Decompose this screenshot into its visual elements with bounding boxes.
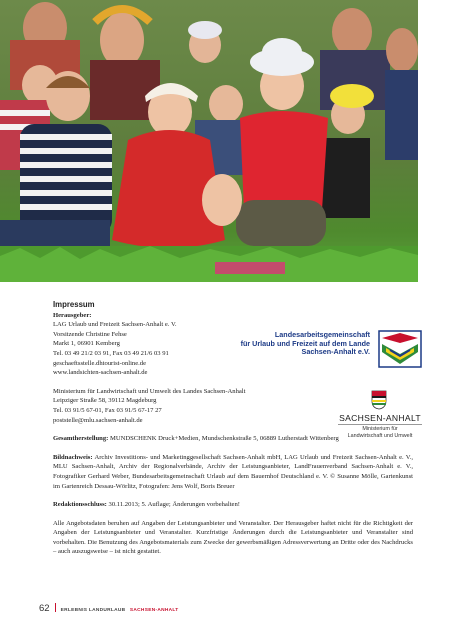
ministry-line: Ministerium für Landwirtschaft und Umwelt des Landes Sachsen-Anhalt xyxy=(53,387,246,395)
production-text: MUNDSCHENK Druck+Medien, Mundschenkstraße 5, 06889 Lutherstadt Wittenberg xyxy=(109,435,339,443)
editorial-deadline xyxy=(53,500,413,510)
footer-label: ERLEBNIS LANDURLAUB xyxy=(60,608,126,613)
publisher-website[interactable]: www.landsichten-sachsen-anhalt.de xyxy=(53,369,148,377)
disclaimer: Alle Angebotsdaten beruhen auf Angaben der Leistungsanbieter und Veranstalter. Der Herausgeber haftet nicht für die Richtigkeit der Angaben der Leistungsanbieter und Veranstalter. Kurzfristige Änderungen durch die Leistungsanbieter und Veranstalter sind vorbehalten. Die Benutzung des Angebotsmaterials zum Zwecke der gewerbsmäßigen Adressverwertung an Dritte oder des Nachdrucks – auch auszugsweise – ist nicht gestattet. xyxy=(53,519,413,556)
photo-credits-text: Archiv Investitions- und Marketinggesellschaft Sachsen-Anhalt mbH, LAG Urlaub und Freizeit Sachsen-Anhalt e. V., MLU Sachsen-Anhalt, Archiv der Regionalverbände, Archiv der Leistungsanbieter, LandFrauenverband Sachsen-Anhalt e. V., Fotografiker Gerhard Weber, Bundesarbeitsgemeinschaft Urlaub auf dem Bauernhof Deutschland e. V. © Susanne Mölle, Gartenkunst im Gartenreich Dessau-Wörlitz, Fotografen: Jens Wolf, Boris Breuer xyxy=(53,453,413,490)
page-footer xyxy=(39,598,179,616)
deadline-text: 30.11.2013; 5. Auflage; Änderungen vorbehalten! xyxy=(108,501,240,509)
production-label: Gesamtherstellung: xyxy=(53,435,109,443)
lag-logo-line: Landesarbeitsgemeinschaft xyxy=(274,330,370,339)
footer-divider xyxy=(55,603,56,612)
publisher-line: Tel. 03 49 21/2 03 91, Fax 03 49 21/6 03 91 xyxy=(53,349,169,357)
group-photo-children xyxy=(0,0,418,282)
publisher-line: Markt 1, 06901 Kemberg xyxy=(53,340,120,348)
footer-label-accent: SACHSEN-ANHALT xyxy=(129,608,179,613)
lag-logo-line: Sachsen-Anhalt e.V. xyxy=(301,347,370,357)
publisher-line: Vorsitzende Christine Fehse xyxy=(53,330,127,338)
ministry-line: Leipziger Straße 58, 39112 Magdeburg xyxy=(53,397,157,405)
ministry-logo-subline: Ministerium für xyxy=(362,426,398,432)
photo-credits-label: Bildnachweis: xyxy=(53,453,93,461)
publisher-label: Herausgeber: xyxy=(53,311,92,319)
page-number: 62 xyxy=(39,603,50,614)
lag-logo-line: für Urlaub und Freizeit auf dem Lande xyxy=(240,338,370,348)
imprint-section xyxy=(53,300,413,557)
ministry-email[interactable]: poststelle@mlu.sachsen-anhalt.de xyxy=(53,416,143,424)
photo-credits xyxy=(53,453,413,491)
production-info xyxy=(53,434,413,444)
ministry-line: Tel. 03 91/5 67-01, Fax 03 91/5 67-17 27 xyxy=(53,406,162,414)
imprint-heading: Impressum xyxy=(53,300,95,309)
publisher-email[interactable]: geschaeftsstelle.dhtourist-online.de xyxy=(53,359,147,367)
ministry-logo-subline: Landwirtschaft und Umwelt xyxy=(347,432,413,439)
ministry-logo-name: SACHSEN-ANHALT xyxy=(339,413,421,423)
publisher-line: LAG Urlaub und Freizeit Sachsen-Anhalt e. V. xyxy=(53,321,177,329)
deadline-label: Redaktionsschluss: xyxy=(53,501,107,509)
